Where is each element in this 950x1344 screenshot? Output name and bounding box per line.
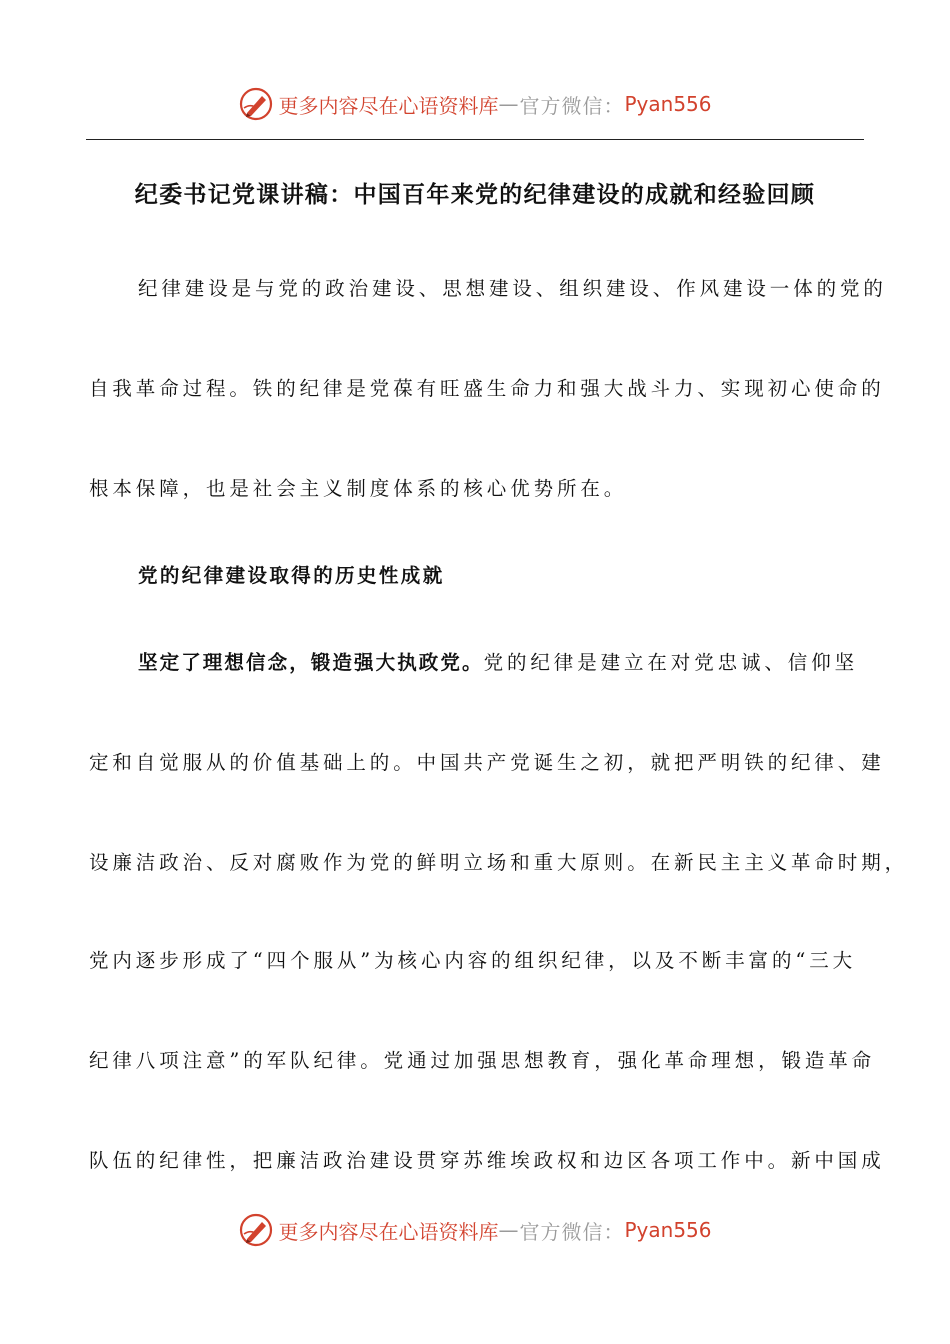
footer-brand <box>0 1210 950 1250</box>
wechat-label: 官方微信： <box>519 93 625 118</box>
section-heading: 党的纪律建设取得的历史性成就 <box>138 564 445 587</box>
brand-dash: — <box>498 1218 520 1242</box>
brand-text: 更多内容尽在心语资料库 <box>278 93 499 118</box>
para2-lead: 坚定了理想信念，锻造强大执政党。 <box>138 651 484 674</box>
wechat-label: 官方微信： <box>519 1219 625 1244</box>
document-title: 纪委书记党课讲稿：中国百年来党的纪律建设的成就和经验回顾 <box>134 182 816 208</box>
para2-line-1 <box>138 647 923 675</box>
wechat-id: Pyan556 <box>624 1218 712 1242</box>
para2-line-5: 纪律八项注意”的军队纪律。党通过加强思想教育，强化革命理想，锻造革命 <box>89 1049 876 1072</box>
para2-line-1-text: 党的纪律是建立在对党忠诚、信仰坚 <box>483 651 859 674</box>
para2-line-6: 队伍的纪律性，把廉洁政治建设贯穿苏维埃政权和边区各项工作中。新中国成 <box>89 1149 885 1172</box>
para2-line-3: 设廉洁政治、反对腐败作为党的鲜明立场和重大原则。在新民主主义革命时期， <box>89 851 909 874</box>
pen-logo-icon <box>238 1212 274 1248</box>
pen-logo-icon <box>238 86 274 122</box>
para2-line-2: 定和自觉服从的价值基础上的。中国共产党诞生之初，就把严明铁的纪律、建 <box>89 751 885 774</box>
para2-line-4: 党内逐步形成了“四个服从”为核心内容的组织纪律，以及不断丰富的“三大 <box>89 949 857 972</box>
header-brand <box>0 84 950 124</box>
brand-dash: — <box>498 92 520 116</box>
wechat-id: Pyan556 <box>624 92 712 116</box>
para1-line-2: 自我革命过程。铁的纪律是党葆有旺盛生命力和强大战斗力、实现初心使命的 <box>89 377 885 400</box>
para1-line-1: 纪律建设是与党的政治建设、思想建设、组织建设、作风建设一体的党的 <box>138 277 887 300</box>
para1-line-3: 根本保障，也是社会主义制度体系的核心优势所在。 <box>89 477 628 500</box>
header-rule <box>86 139 864 140</box>
brand-text: 更多内容尽在心语资料库 <box>278 1219 499 1244</box>
